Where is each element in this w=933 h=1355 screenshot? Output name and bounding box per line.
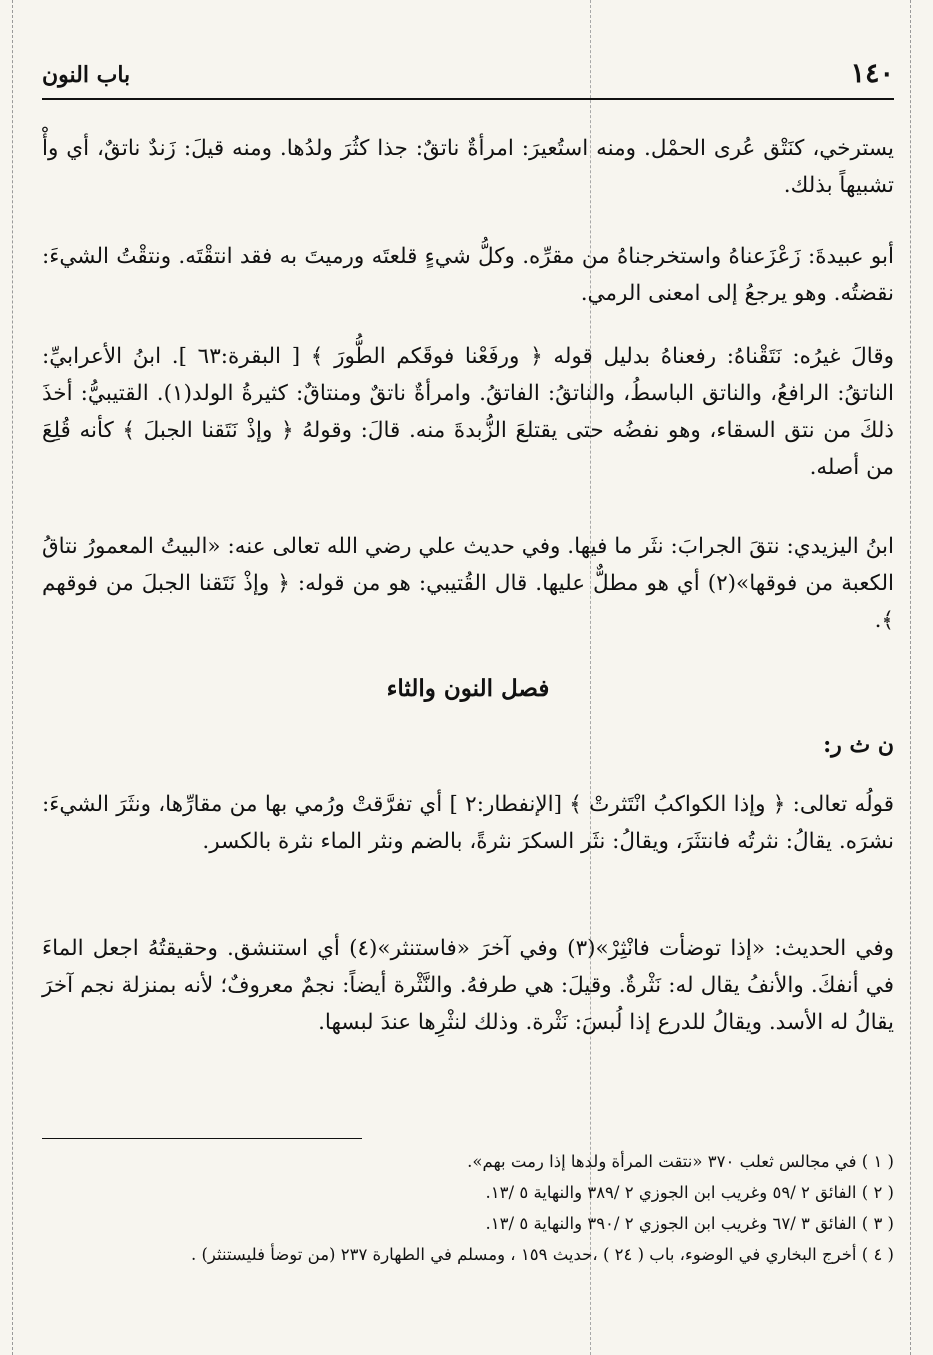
footnote: ( ٢ ) الفائق ٢ /٥٩ وغريب ابن الجوزي ٢ /٣٨٩ والنهاية ٥ /١٣. <box>485 1183 894 1202</box>
running-header <box>42 48 894 100</box>
entry-heading: ن ث ر: <box>823 732 894 758</box>
paragraph: قولُه تعالى: ﴿ وإذا الكواكبُ انْتَثرتْ ﴾ [الإنفطار:٢ ] أي تفرَّقتْ ورُمي بها من مقارِّها، ونثَرَ الشيءَ: نشرَه. يقالُ: نثرتُه فانتثَرَ، ويقالُ: نثَر السكرَ نثرةً، بالضم ونثر الماء نثرة بالكسر. <box>42 792 895 854</box>
scan-guide-line <box>12 0 13 1355</box>
chapter-title: باب النون <box>42 62 131 88</box>
paragraph: يسترخي، كنَتْق عُرى الحمْل. ومنه استُعيرَ: امرأةٌ ناتقٌ: جذا كثُرَ ولدُها. ومنه قيلَ: زَندٌ ناتقٌ، أي وأْ تشبيهاً بذلك. <box>42 136 894 198</box>
footnote: ( ٣ ) الفائق ٣ /٦٧ وغريب ابن الجوزي ٢ /٣٩٠ والنهاية ٥ /١٣. <box>485 1214 894 1233</box>
book-page <box>42 48 895 1264</box>
page-number: ١٤٠ <box>850 58 894 89</box>
footnotes <box>42 1148 894 1272</box>
scan-guide-line <box>910 0 911 1355</box>
paragraph: وقالَ غيرُه: نَتَقْناهُ: رفعناهُ بدليل قوله ﴿ ورفَعْنا فوقَكم الطُّورَ ﴾ [ البقرة:٦٣ ]. ابنُ الأعرابيِّ: الناتقُ: الرافعُ، والناتق الباسطُ، والناتقُ: الفاتقُ. وامرأةٌ ناتقٌ ومنتاقٌ: كثيرةُ الولد(١). القتيبيُّ: أخذَ ذلكَ من نتق السقاء، وهو نفضُه حتى يقتلعَ الزُّبدةَ منه. قالَ: وقولهُ ﴿ وإذْ نَتَقنا الجبلَ ﴾ كأنه قُلِعَ من أصله. <box>42 344 895 480</box>
section-heading: فصل النون والثاء <box>386 675 550 702</box>
footnote-separator <box>42 1138 362 1139</box>
footnote: ( ٤ ) أخرج البخاري في الوضوء، باب ( ٢٤ ) ،حديث ١٥٩ ، ومسلم في الطهارة ٢٣٧ (من توضأ فليستنثر) . <box>190 1245 894 1264</box>
paragraph: ابنُ اليزيدي: نتقَ الجرابَ: نثَر ما فيها. وفي حديث علي رضي الله تعالى عنه: «البيتُ المعمورُ نتاقُ الكعبة من فوقها»(٢) أي هو مطلٌّ عليها. قال القُتيبي: هو من قوله: ﴿ وإذْ نَتَقنا الجبلَ من فوقهم ﴾. <box>42 534 894 633</box>
paragraph: وفي الحديث: «إذا توضأت فانْثِرْ»(٣) وفي آخرَ «فاستنثر»(٤) أي استنشق. وحقيقتُهُ اجعل الماءَ في أنفكَ. والأنفُ يقال له: نَثْرةٌ. وقيلَ: هي طرفهُ. والنَّثْرة أيضاً: نجمٌ معروفٌ؛ لأنه بمنزلة نجم آخرَ يقالُ له الأسد. ويقالُ للدرع إذا لُبسَ: نَثْرة. وذلك لنثْرِها عندَ لبسها. <box>42 936 894 1035</box>
paragraph: أبو عبيدةَ: زَعْزَعناهُ واستخرجناهُ من مقرِّه. وكلُّ شيءٍ قلعتَه ورميتَ به فقد انتقْتَه. ونتقْتُ الشيءَ: نقضتُه. وهو يرجعُ إلى امعنى الرمي. <box>42 244 894 306</box>
footnote: ( ١ ) في مجالس ثعلب ٣٧٠ «نتقت المرأة ولدها إذا رمت بهم». <box>467 1152 894 1171</box>
